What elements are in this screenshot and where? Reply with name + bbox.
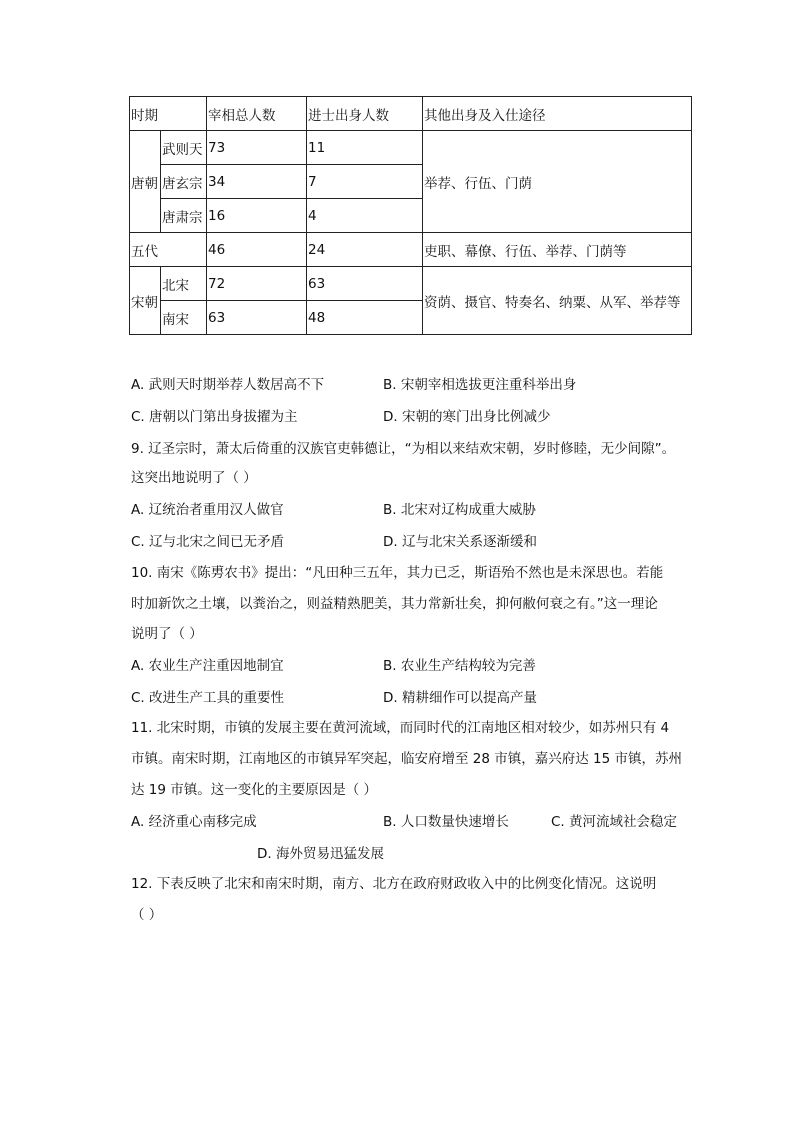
q10-stem-line1: 10. 南宋《陈旉农书》提出：“凡田种三五年，其力已乏，斯语殆不然也是未深思也。若能 bbox=[131, 565, 664, 581]
q11-stem-line2: 市镇。南宋时期，江南地区的市镇异军突起，临安府增至 28 市镇，嘉兴府达 15 市镇，苏州 bbox=[131, 751, 683, 767]
q9-option-d: D. 辽与北宋关系逐渐缓和 bbox=[383, 534, 537, 550]
other-cell-song: 资荫、摄官、特奏名、纳粟、从军、举荐等 bbox=[423, 267, 692, 335]
q10-stem-line3: 说明了（ ） bbox=[131, 626, 203, 642]
q11-option-a: A. 经济重心南移完成 bbox=[131, 814, 257, 830]
q10-stem-line2: 时加新饮之土壤，以粪治之，则益精熟肥美，其力常新壮矣，抑何敝何衰之有。”这一理论 bbox=[131, 596, 658, 612]
table-row bbox=[130, 267, 692, 301]
q11-stem-line3: 达 19 市镇。这一变化的主要原因是（ ） bbox=[131, 782, 378, 798]
total-cell: 72 bbox=[207, 267, 307, 301]
table-header-row bbox=[130, 97, 692, 131]
q11-option-d: D. 海外贸易迅猛发展 bbox=[257, 846, 384, 862]
table-row bbox=[130, 131, 692, 165]
ruler-cell: 武则天 bbox=[161, 131, 207, 165]
dynasty-cell-song: 宋朝 bbox=[130, 267, 161, 335]
chancellor-table bbox=[129, 96, 692, 335]
q9-option-b: B. 北宋对辽构成重大威胁 bbox=[383, 502, 536, 518]
total-cell: 63 bbox=[207, 301, 307, 335]
dynasty-cell-wudai: 五代 bbox=[130, 233, 207, 267]
q10-option-b: B. 农业生产结构较为完善 bbox=[383, 658, 536, 674]
ruler-cell: 北宋 bbox=[161, 267, 207, 301]
jinshi-cell: 48 bbox=[307, 301, 423, 335]
q12-stem-line2: （ ） bbox=[131, 907, 163, 923]
total-cell: 34 bbox=[207, 165, 307, 199]
other-cell-wudai: 吏职、幕僚、行伍、举荐、门荫等 bbox=[423, 233, 692, 267]
ruler-cell: 南宋 bbox=[161, 301, 207, 335]
q11-option-b: B. 人口数量快速增长 bbox=[383, 814, 509, 830]
total-cell: 73 bbox=[207, 131, 307, 165]
q9-option-c: C. 辽与北宋之间已无矛盾 bbox=[131, 534, 285, 550]
q9-stem-line1: 9. 辽圣宗时，萧太后倚重的汉族官吏韩德让，“为相以来结欢宋朝，岁时修睦，无少间隙”。 bbox=[131, 441, 676, 457]
q12-stem-line1: 12. 下表反映了北宋和南宋时期，南方、北方在政府财政收入中的比例变化情况。这说明 bbox=[131, 876, 657, 892]
q8-option-c: C. 唐朝以门第出身拔擢为主 bbox=[131, 409, 298, 425]
total-cell: 46 bbox=[207, 233, 307, 267]
ruler-cell: 唐肃宗 bbox=[161, 199, 207, 233]
q9-stem-line2: 这突出地说明了（ ） bbox=[131, 470, 257, 486]
q10-option-d: D. 精耕细作可以提高产量 bbox=[383, 690, 537, 706]
jinshi-cell: 7 bbox=[307, 165, 423, 199]
header-other: 其他出身及入仕途径 bbox=[423, 97, 692, 131]
jinshi-cell: 11 bbox=[307, 131, 423, 165]
jinshi-cell: 24 bbox=[307, 233, 423, 267]
q11-stem-line1: 11. 北宋时期，市镇的发展主要在黄河流域，而同时代的江南地区相对较少，如苏州只有 4 bbox=[131, 720, 670, 736]
other-cell-tang: 举荐、行伍、门荫 bbox=[423, 131, 692, 233]
table-row bbox=[130, 233, 692, 267]
ruler-cell: 唐玄宗 bbox=[161, 165, 207, 199]
jinshi-cell: 4 bbox=[307, 199, 423, 233]
header-period: 时期 bbox=[130, 97, 207, 131]
header-total: 宰相总人数 bbox=[207, 97, 307, 131]
jinshi-cell: 63 bbox=[307, 267, 423, 301]
dynasty-cell-tang: 唐朝 bbox=[130, 131, 161, 233]
q10-option-a: A. 农业生产注重因地制宜 bbox=[131, 658, 284, 674]
q10-option-c: C. 改进生产工具的重要性 bbox=[131, 690, 285, 706]
header-jinshi: 进士出身人数 bbox=[307, 97, 423, 131]
q8-option-d: D. 宋朝的寒门出身比例减少 bbox=[383, 409, 551, 425]
q8-option-b: B. 宋朝宰相选拔更注重科举出身 bbox=[383, 377, 577, 393]
q9-option-a: A. 辽统治者重用汉人做官 bbox=[131, 502, 284, 518]
q11-option-c: C. 黄河流域社会稳定 bbox=[551, 814, 678, 830]
total-cell: 16 bbox=[207, 199, 307, 233]
q8-option-a: A. 武则天时期举荐人数居高不下 bbox=[131, 377, 325, 393]
